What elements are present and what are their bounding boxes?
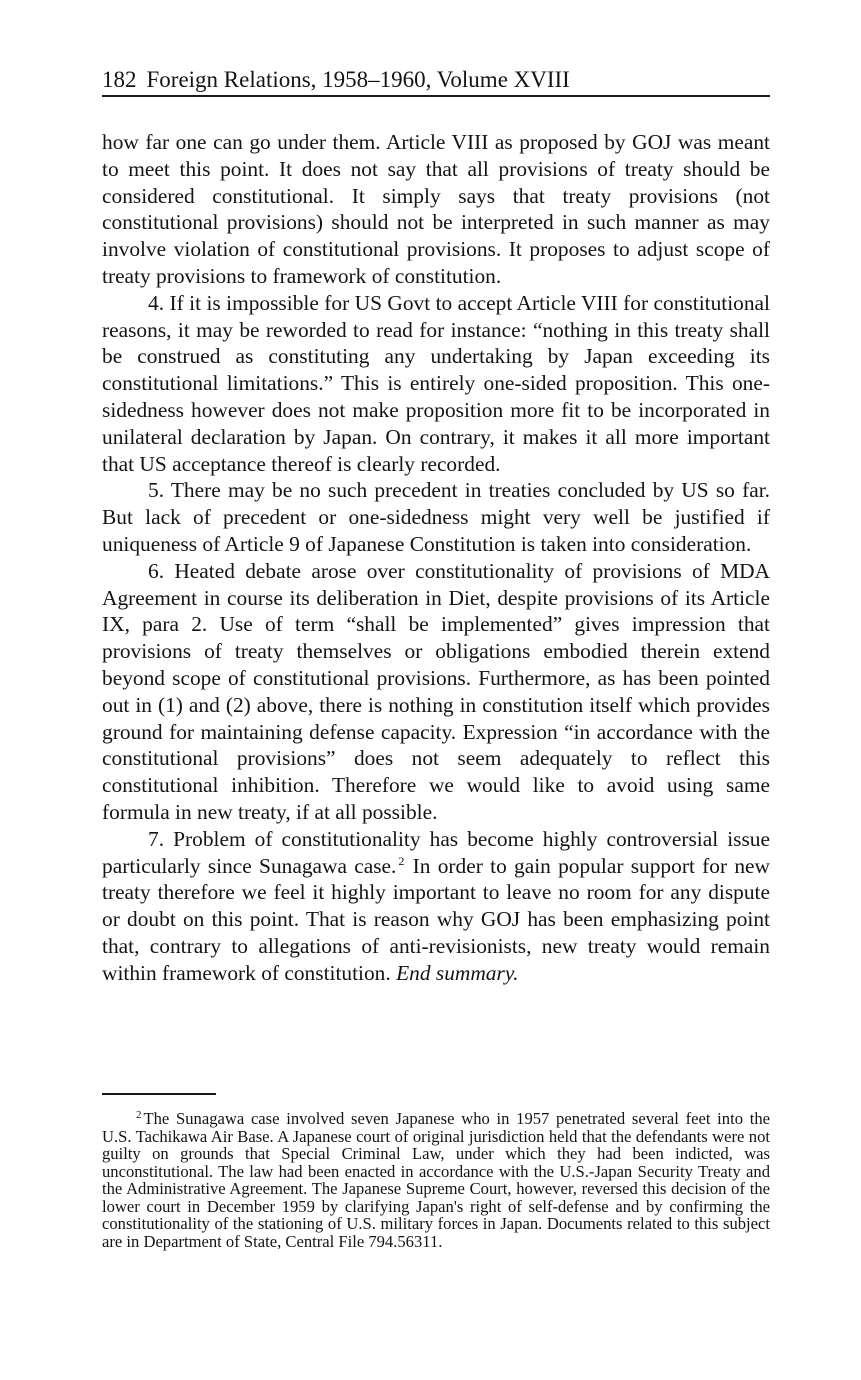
running-title: Foreign Relations, 1958–1960, Volume XVIII <box>146 67 570 92</box>
paragraph-5: 5. There may be no such precedent in treaties concluded by US so far. But lack of precedent or one-sidedness might very well be justified if uniqueness of Article 9 of Japanese Constitution is taken into consideration. <box>102 478 770 556</box>
footnote-divider <box>102 1093 216 1095</box>
footnote <box>102 1110 770 1250</box>
page-number: 182 <box>102 67 137 92</box>
footnote-reference: 2 <box>398 853 405 868</box>
footnote-number: 2 <box>136 1109 142 1121</box>
paragraph-continued: how far one can go under them. Article VIII as proposed by GOJ was meant to meet this point. It does not say that all provisions of treaty should be considered constitutional. It simply says that treaty provisions (not constitutional provisions) should not be interpreted in such manner as may involve violation of constitutional provisions. It proposes to adjust scope of treaty provisions to framework of constitution. <box>102 130 770 288</box>
end-summary-note: End summary. <box>396 960 519 985</box>
footnote-2 <box>102 1110 770 1250</box>
paragraph-6: 6. Heated debate arose over constitutionality of provisions of MDA Agreement in course its deliberation in Diet, despite provisions of its Article IX, para 2. Use of term “shall be implemented” gives impression that provisions of treaty themselves or obligations embodied therein extend beyond scope of constitutional provisions. Furthermore, as has been pointed out in (1) and (2) above, there is nothing in constitution itself which provides ground for maintaining defense capacity. Expression “in accordance with the constitutional provisions” does not seem adequately to reflect this constitutional inhibition. Therefore we would like to avoid using same formula in new treaty, if at all possible. <box>102 558 770 824</box>
paragraph-7-text-b: In order to gain popular support for new treaty therefore we feel it highly important to leave no room for any dispute or doubt on this point. That is reason why GOJ has been emphasizing point that, contrary to allegations of anti-revisionists, new treaty would remain within framework of constitution. <box>102 853 770 985</box>
paragraph-7 <box>102 826 770 987</box>
footnote-text: The Sunagawa case involved seven Japanese who in 1957 penetrated several feet into the U.S. Tachikawa Air Base. A Japanese court of original jurisdiction held that the defendants were not guilty on grounds that Special Criminal Law, under which they had been indicted, was unconstitutional. The law had been enacted in accordance with the U.S.-Japan Security Treaty and the Administrative Agreement. The Japanese Supreme Court, however, reversed this decision of the lower court in December 1959 by clarifying Japan's right of self-defense and by confirming the constitutionality of the stationing of U.S. military forces in Japan. Documents related to this subject are in Department of State, Central File 794.56311. <box>102 1109 770 1251</box>
body-text <box>102 129 770 987</box>
paragraph-4: 4. If it is impossible for US Govt to accept Article VIII for constitutional reasons, it may be reworded to read for instance: “nothing in this treaty shall be construed as constituting any undertaking by Japan exceeding its constitutional limitations.” This is entirely one-sided proposition. This one-sidedness however does not make proposition more fit to be incorporated in unilateral declaration by Japan. On contrary, it makes it all more important that US acceptance thereof is clearly recorded. <box>102 290 770 476</box>
paragraph-7-text-a: 7. Problem of constitutionality has become highly controversial issue particularly since Sunagawa case. <box>102 826 770 878</box>
document-page <box>102 0 770 1380</box>
running-header <box>102 66 770 97</box>
